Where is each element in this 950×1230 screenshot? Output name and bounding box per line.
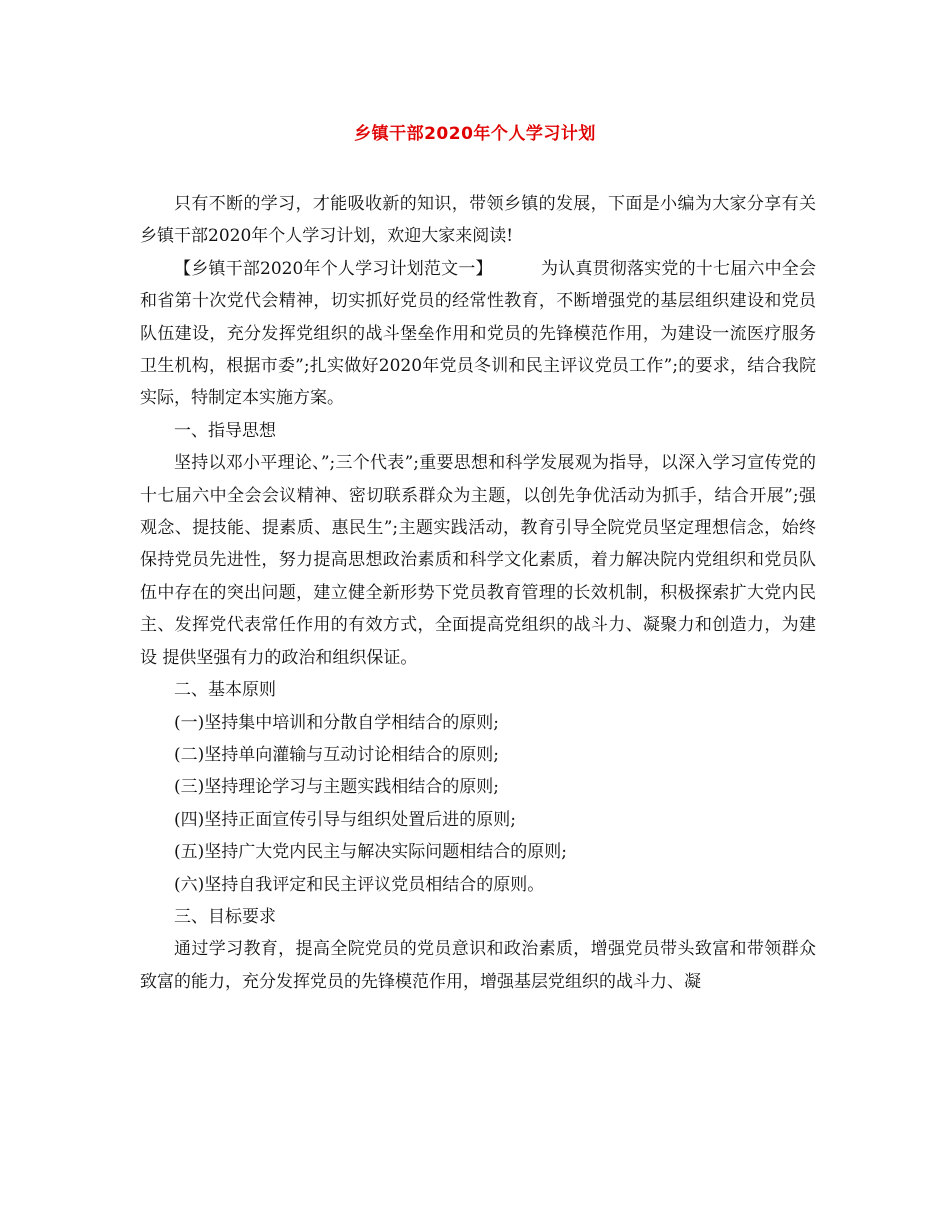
principle-item: (一)坚持集中培训和分散自学相结合的原则; (174, 712, 499, 733)
principle-item: (五)坚持广大党内民主与解决实际问题相结合的原则; (174, 842, 567, 863)
section-heading-goals: 三、目标要求 (174, 906, 276, 927)
document-title: 乡镇干部2020年个人学习计划 (354, 124, 596, 144)
section-heading-guiding-thought: 一、指导思想 (174, 420, 276, 441)
sample-intro-text: 为认真贯彻落实党的十七届六中全会和省第十次党代会精神，切实抓好党员的经常性教育，不断增强党的基层组织建设和党员队伍建设，充分发挥党组织的战斗堡垒作用和党员的先锋模范作用，为建设一流医疗服务卫生机构，根据市委”;扎实做好2020年党员冬训和民主评议党员工作”;的要求，结合我院实际，特制定本实施方案。 (140, 258, 816, 409)
intro-paragraph: 只有不断的学习，才能吸收新的知识，带领乡镇的发展，下面是小编为大家分享有关乡镇干部2020年个人学习计划，欢迎大家来阅读! (140, 194, 816, 247)
principle-item: (二)坚持单向灌输与互动讨论相结合的原则; (174, 744, 499, 765)
goals-paragraph: 通过学习教育，提高全院党员的党员意识和政治素质，增强党员带头致富和带领群众致富的能力，充分发挥党员的先锋模范作用，增强基层党组织的战斗力、凝 (140, 939, 816, 992)
sample-paragraph (140, 253, 816, 415)
principle-item: (六)坚持自我评定和民主评议党员相结合的原则。 (174, 874, 545, 895)
principle-item: (三)坚持理论学习与主题实践相结合的原则; (174, 777, 499, 798)
document-body (140, 188, 816, 998)
sample-heading: 【乡镇干部2020年个人学习计划范文一】 (174, 258, 493, 279)
section-heading-basic-principles: 二、基本原则 (174, 680, 276, 701)
principle-item: (四)坚持正面宣传引导与组织处置后进的原则; (174, 809, 516, 830)
guiding-thought-paragraph: 坚持以邓小平理论、”;三个代表”;重要思想和科学发展观为指导，以深入学习宣传党的十七届六中全会会议精神、密切联系群众为主题，以创先争优活动为抓手，结合开展”;强观念、提技能、提素质、惠民生”;主题实践活动，教育引导全院党员坚定理想信念，始终保持党员先进性，努力提高思想政治素质和科学文化素质，着力解决院内党组织和党员队伍中存在的突出问题，建立健全新形势下党员教育管理的长效机制，积极探索扩大党内民主、发挥党代表常任作用的有效方式，全面提高党组织的战斗力、凝聚力和创造力，为建设 提供坚强有力的政治和组织保证。 (140, 453, 816, 668)
